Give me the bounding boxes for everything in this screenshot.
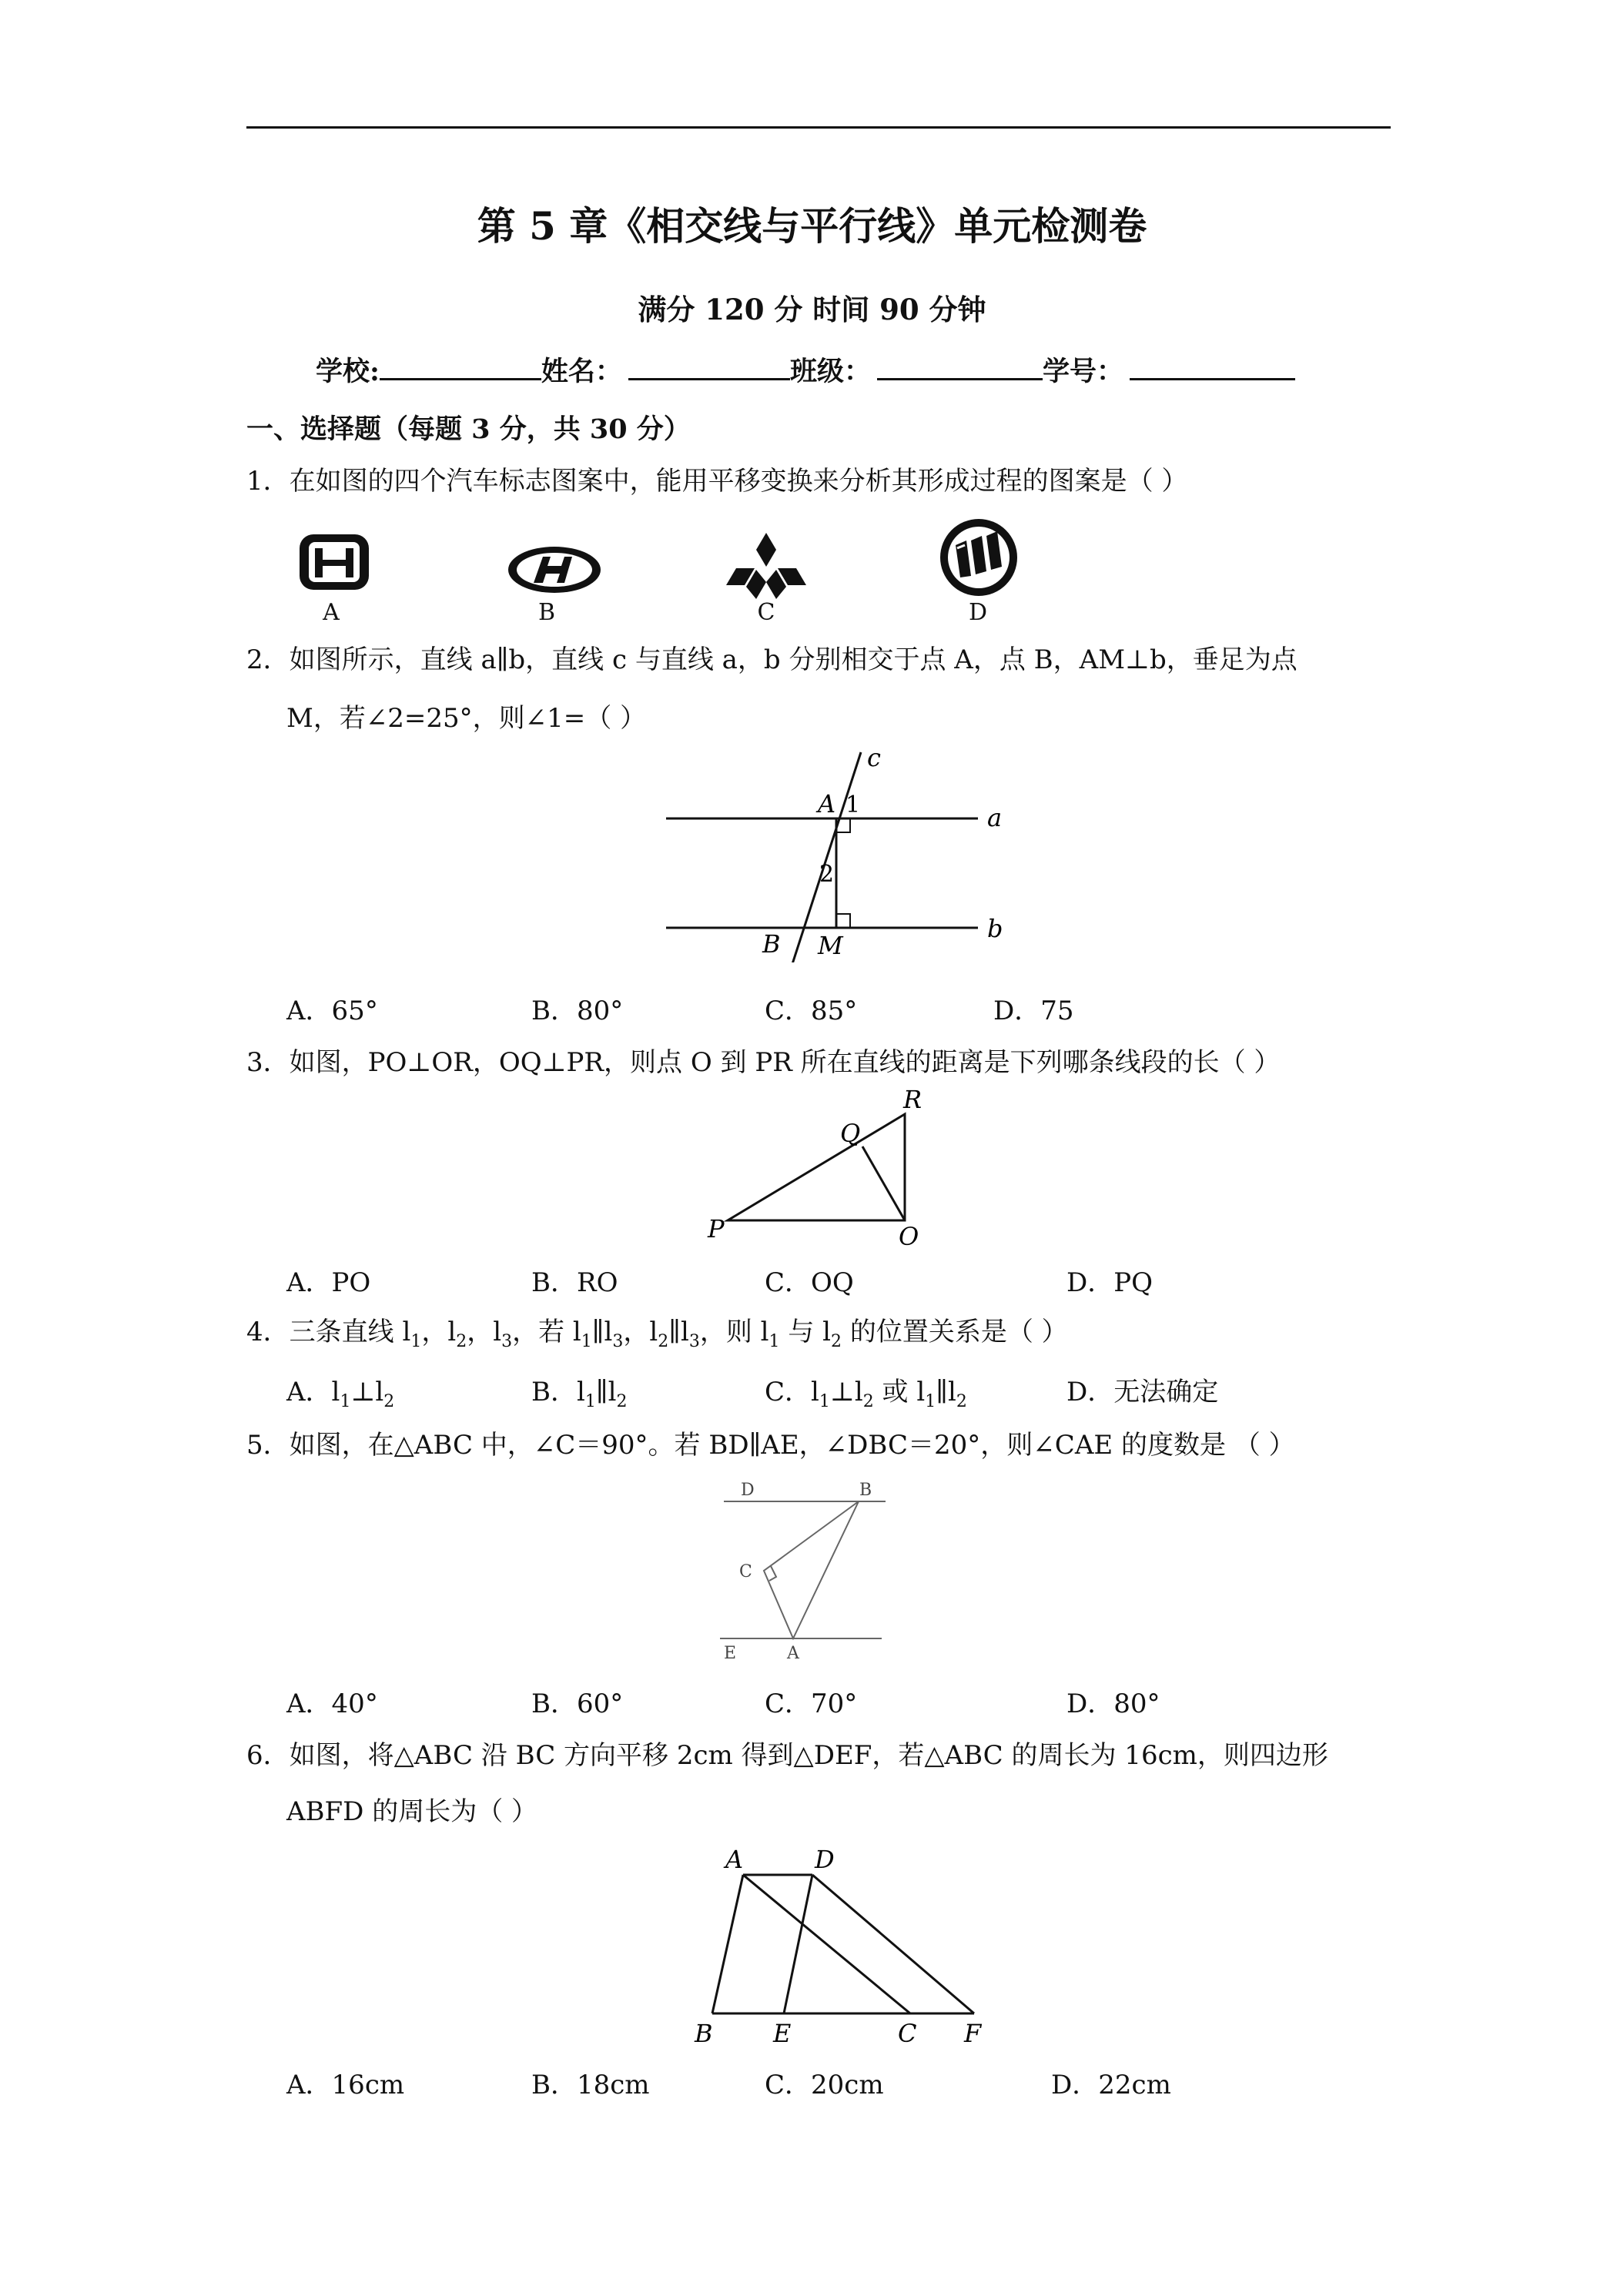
question-2-line-2: M，若∠2=25°，则∠1=（ ） xyxy=(286,703,647,734)
name-label: 姓名： xyxy=(541,356,622,387)
right-angle-m xyxy=(836,914,850,928)
question-5-text: 5．如图，在△ABC 中，∠C＝90°。若 BD∥AE，∠DBC＝20°，则∠CAE 的度数是 （ ） xyxy=(246,1430,1295,1461)
label-e: E xyxy=(773,2019,792,2048)
class-blank xyxy=(877,355,1043,380)
question-2-line-1: 2．如图所示，直线 a∥b，直线 c 与直线 a，b 分别相交于点 A，点 B，AM⊥b，垂足为点 xyxy=(246,644,1298,675)
mitsubishi-logo xyxy=(724,531,809,601)
student-info-line xyxy=(316,350,1295,389)
section-heading: 一、选择题（每题 3 分，共 30 分） xyxy=(246,413,691,445)
segment-oq xyxy=(862,1146,905,1220)
q5-option-b[interactable]: B．60° xyxy=(531,1689,624,1719)
q6-figure xyxy=(678,1840,1001,2048)
segment-df xyxy=(812,1875,974,2013)
triangle-abc xyxy=(764,1501,859,1638)
q5-figure xyxy=(708,1478,893,1663)
label-d: D xyxy=(815,1845,835,1874)
right-angle-c xyxy=(769,1566,776,1581)
q1-label-d: D xyxy=(968,599,988,626)
question-6-line-2: ABFD 的周长为（ ） xyxy=(286,1796,538,1827)
label-p: P xyxy=(708,1214,725,1243)
student-id-label: 学号： xyxy=(1042,356,1123,387)
label-line-a: a xyxy=(987,803,1003,832)
question-1-text: 1．在如图的四个汽车标志图案中，能用平移变换来分析其形成过程的图案是（ ） xyxy=(246,466,1188,497)
q1-label-a: A xyxy=(323,599,340,626)
q1-label-b: B xyxy=(537,599,556,626)
label-b: B xyxy=(859,1481,872,1500)
label-e: E xyxy=(724,1644,737,1663)
q4-option-a[interactable]: A．$l_1\perp l_2$ xyxy=(286,1377,395,1411)
label-d: D xyxy=(741,1481,755,1500)
buick-logo xyxy=(936,517,1022,598)
label-point-a: A xyxy=(818,789,836,818)
q3-option-a[interactable]: A．PO xyxy=(286,1267,371,1298)
segment-ab xyxy=(712,1875,743,2013)
label-c: C xyxy=(898,2019,917,2048)
header-rule xyxy=(246,126,1391,129)
label-c: C xyxy=(739,1562,752,1581)
q5-option-d[interactable]: D．80° xyxy=(1066,1689,1160,1719)
label-b: B xyxy=(695,2019,713,2048)
q3-option-b[interactable]: B．RO xyxy=(531,1267,618,1298)
label-point-m: M xyxy=(818,931,843,960)
label-a: A xyxy=(787,1644,799,1663)
q6-option-b[interactable]: B．18cm xyxy=(531,2070,650,2100)
q4-option-d[interactable]: D．无法确定 xyxy=(1066,1377,1219,1407)
q4-option-b[interactable]: B．$l_1\parallel l_2$ xyxy=(531,1377,628,1411)
q4-option-c[interactable]: C．$l_1\perp l_2$ 或 $l_1\parallel l_2$ xyxy=(765,1377,967,1411)
q2-option-d[interactable]: D．75 xyxy=(993,996,1074,1026)
q6-option-d[interactable]: D．22cm xyxy=(1051,2070,1171,2100)
label-o: O xyxy=(899,1222,919,1251)
question-6-line-1: 6．如图，将△ABC 沿 BC 方向平移 2cm 得到△DEF，若△ABC 的周长为 16cm，则四边形 xyxy=(246,1740,1328,1771)
triangle-por xyxy=(728,1114,905,1220)
hyundai-logo xyxy=(504,543,604,597)
label-angle-1: 1 xyxy=(845,792,861,818)
label-q: Q xyxy=(840,1119,861,1148)
label-a: A xyxy=(725,1845,744,1874)
q3-figure xyxy=(697,1089,943,1255)
segment-de xyxy=(784,1875,812,2013)
student-id-blank xyxy=(1130,355,1295,380)
page-subtitle: 满分 120 分 时间 90 分钟 xyxy=(638,293,986,326)
label-f: F xyxy=(964,2019,982,2048)
honda-logo xyxy=(296,531,373,593)
name-blank xyxy=(628,355,790,380)
q5-option-a[interactable]: A．40° xyxy=(286,1689,378,1719)
school-label: 学校: xyxy=(316,356,380,387)
label-r: R xyxy=(903,1089,922,1114)
label-angle-2: 2 xyxy=(819,861,835,888)
question-3-text: 3．如图，PO⊥OR，OQ⊥PR，则点 O 到 PR 所在直线的距离是下列哪条线段的长（ ） xyxy=(246,1047,1281,1078)
q1-label-c: C xyxy=(757,599,775,626)
q2-option-a[interactable]: A．65° xyxy=(286,996,378,1026)
q2-figure xyxy=(655,743,1016,962)
q2-option-c[interactable]: C．85° xyxy=(765,996,858,1026)
label-c: c xyxy=(867,743,881,772)
label-point-b: B xyxy=(762,929,781,959)
q3-option-c[interactable]: C．OQ xyxy=(765,1267,854,1298)
q2-option-b[interactable]: B．80° xyxy=(531,996,624,1026)
q3-option-d[interactable]: D．PQ xyxy=(1066,1267,1154,1298)
page-title: 第 5 章《相交线与平行线》单元检测卷 xyxy=(477,203,1147,249)
class-label: 班级： xyxy=(789,356,871,387)
segment-ac xyxy=(743,1875,910,2013)
q5-option-c[interactable]: C．70° xyxy=(765,1689,858,1719)
q6-option-a[interactable]: A．16cm xyxy=(286,2070,405,2100)
q6-option-c[interactable]: C．20cm xyxy=(765,2070,884,2100)
school-blank xyxy=(380,355,541,380)
question-4-text: 4．三条直线 $l_1$，$l_2$，$l_3$，若 $l_1\parallel l_3$，$l_2\parallel l_3$，则 $l_1$ 与 $l_2$ 的位置关系是（ ） xyxy=(246,1317,1068,1351)
label-line-b: b xyxy=(987,914,1003,943)
